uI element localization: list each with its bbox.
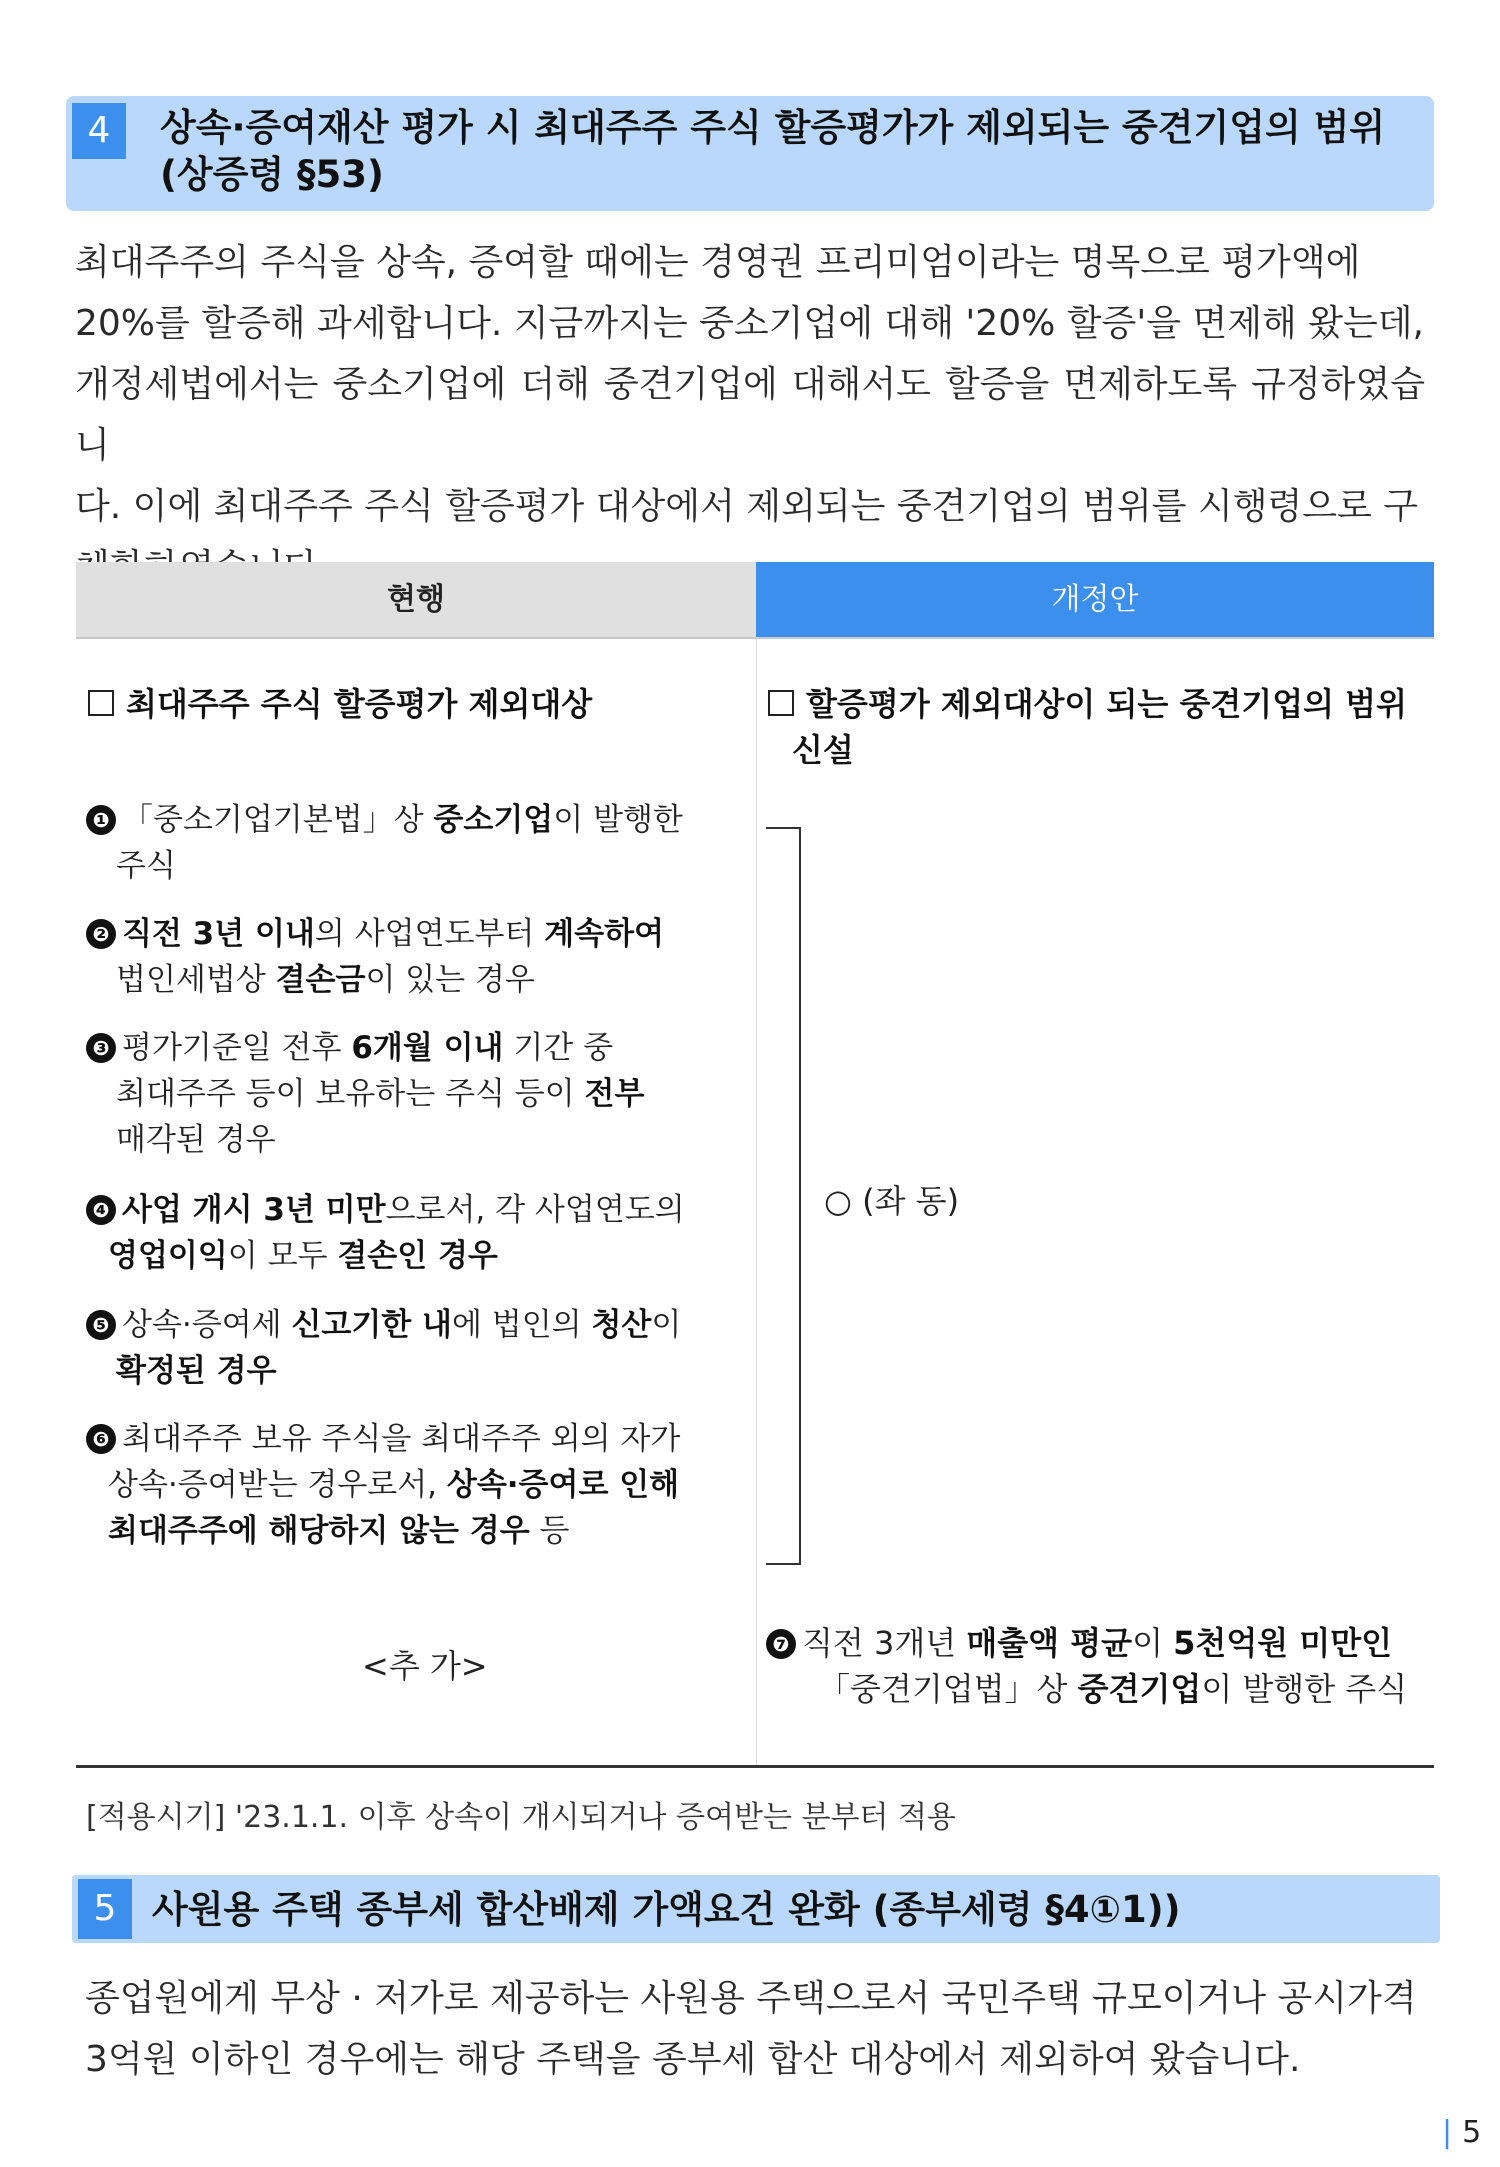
number-5-icon: ❺ (86, 1310, 116, 1340)
intro-paragraph (75, 232, 1425, 598)
left-item-1: ❶ 「중소기업기본법」상 중소기업이 발행한 주식 (86, 797, 726, 889)
intro-line: 20%를 할증해 과세합니다. 지금까지는 중소기업에 대해 '20% 할증'을 면제해 왔는데, (75, 303, 1424, 344)
same-as-left-text: ○ (좌 동) (824, 1182, 960, 1220)
section-4-number: 4 (72, 103, 126, 159)
number-6-icon: ❻ (86, 1424, 116, 1454)
checkbox-icon (88, 690, 114, 716)
right-title-line1: 할증평가 제외대상이 되는 중견기업의 범위 (806, 685, 1407, 723)
left-item-5: ❺ 상속·증여세 신고기한 내에 법인의 청산이 확정된 경우 (86, 1302, 726, 1394)
right-item-7: ❼ 직전 3개년 매출액 평균이 5천억원 미만인 「중견기업법」상 중견기업이 발행한 주식 (766, 1620, 1426, 1712)
header-current: 현행 (76, 562, 756, 637)
section-5-title: 사원용 주택 종부세 합산배제 가액요건 완화 (종부세령 §4①1)) (152, 1888, 1181, 1931)
left-column-title (88, 681, 592, 727)
intro-line: 최대주주의 주식을 상속, 증여할 때에는 경영권 프리미엄이라는 명목으로 평가액에 (75, 242, 1361, 283)
left-item-6: ❻ 최대주주 보유 주식을 최대주주 외의 자가 상속·증여받는 경우로서, 상속·증여로 인해 최대주주에 해당하지 않는 경우 등 (86, 1416, 726, 1554)
page-separator: | (1442, 2115, 1453, 2150)
intro-line: 개정세법에서는 중소기업에 더해 중견기업에 대해서도 할증을 면제하도록 규정하였습니 (75, 364, 1425, 466)
left-item-2: ❷ 직전 3년 이내의 사업연도부터 계속하여 법인세법상 결손금이 있는 경우 (86, 911, 726, 1003)
number-2-icon: ❷ (86, 919, 116, 949)
header-divider (76, 637, 1434, 639)
column-divider (756, 639, 757, 1767)
left-item-4: ❹ 사업 개시 3년 미만으로서, 각 사업연도의 영업이익이 모두 결손인 경우 (86, 1187, 726, 1279)
header-revised: 개정안 (756, 562, 1434, 637)
page-number: | 5 (1442, 2115, 1482, 2150)
section-4-title-line2: (상증령 §53) (160, 153, 384, 196)
section-5-number: 5 (78, 1879, 132, 1939)
number-1-icon: ❶ (86, 805, 116, 835)
right-column-title (768, 681, 1418, 773)
number-3-icon: ❸ (86, 1033, 116, 1063)
effective-date-note: [적용시기] '23.1.1. 이후 상속이 개시되거나 증여받는 분부터 적용 (86, 1800, 956, 1835)
left-title-text: 최대주주 주식 할증평가 제외대상 (126, 685, 593, 723)
number-4-icon: ❹ (86, 1195, 116, 1225)
section-4-title (160, 104, 1420, 198)
added-label: <추 가> (362, 1647, 488, 1685)
left-item-3: ❸ 평가기준일 전후 6개월 이내 기간 중 최대주주 등이 보유하는 주식 등이 전부 매각된 경우 (86, 1025, 726, 1163)
section-5-line: 종업원에게 무상 · 저가로 제공하는 사원용 주택으로서 국민주택 규모이거나 공시가격 (85, 1978, 1417, 2019)
section-5-line: 3억원 이하인 경우에는 해당 주택을 종부세 합산 대상에서 제외하여 왔습니다. (85, 2039, 1301, 2080)
number-7-icon: ❼ (766, 1629, 796, 1659)
intro-line: 다. 이에 최대주주 주식 할증평가 대상에서 제외되는 중견기업의 범위를 시행령으로 구 (75, 486, 1419, 527)
section-5-paragraph (85, 1968, 1425, 2090)
bracket-icon (764, 826, 804, 1566)
section-4-title-line1: 상속·증여재산 평가 시 최대주주 주식 할증평가가 제외되는 중견기업의 범위 (160, 106, 1386, 149)
right-title-line2: 신설 (792, 731, 854, 769)
table-bottom-rule (76, 1765, 1434, 1768)
checkbox-icon (768, 690, 794, 716)
